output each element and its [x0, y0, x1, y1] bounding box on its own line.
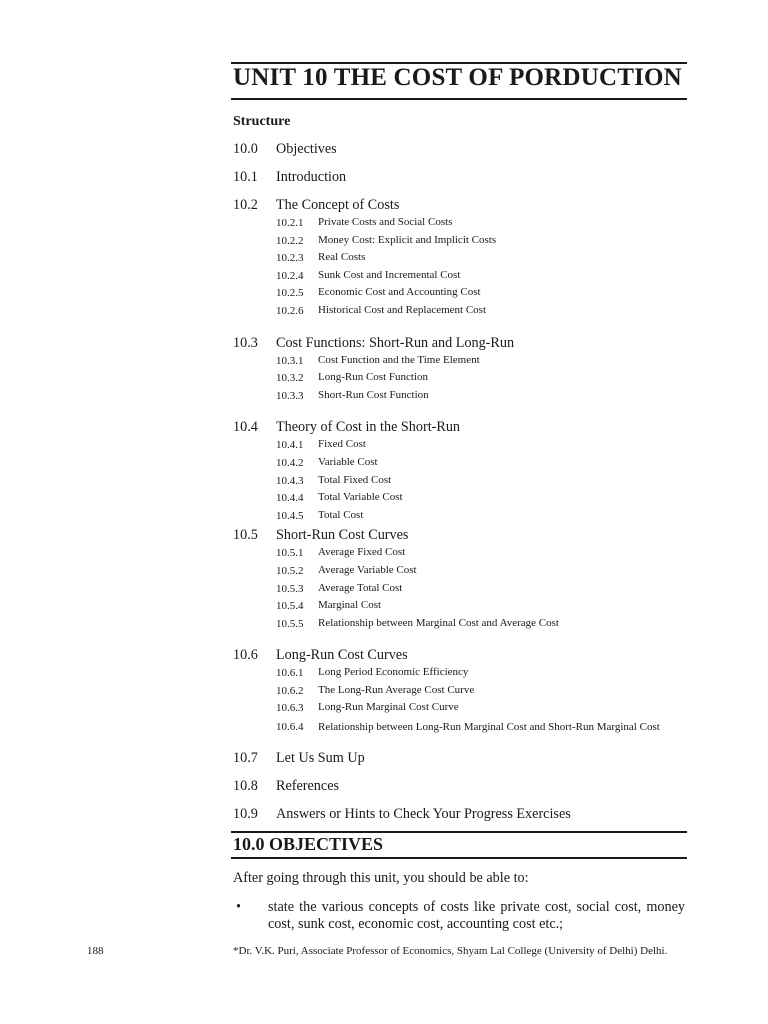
- toc-section-number: 10.0: [233, 141, 258, 157]
- toc-subsection-title: Relationship between Long-Run Marginal Cost and Short-Run Marginal Cost: [318, 721, 660, 734]
- toc-section-number: 10.2: [233, 197, 258, 213]
- objectives-heading: 10.0 OBJECTIVES: [233, 834, 384, 854]
- toc-section-title: Let Us Sum Up: [276, 750, 365, 767]
- toc-subsection-title: Long-Run Cost Function: [318, 371, 429, 384]
- toc-section: [233, 417, 693, 437]
- toc-subsection-number: 10.2.6: [276, 304, 304, 317]
- toc-subsection-number: 10.4.2: [276, 456, 304, 469]
- objective-bullet: [233, 899, 685, 933]
- toc-section-title: The Concept of Costs: [276, 197, 400, 213]
- toc-subsection: [233, 616, 693, 634]
- toc-section-number: 10.8: [233, 778, 258, 795]
- toc-subsection-number: 10.5.2: [276, 564, 304, 577]
- toc-subsection-title: Sunk Cost and Incremental Cost: [318, 268, 461, 281]
- toc-subsection-title: Total Fixed Cost: [318, 473, 392, 486]
- toc-subsection: [233, 581, 693, 599]
- toc-section: [233, 139, 693, 159]
- toc-subsection: [233, 563, 693, 581]
- toc-section: [233, 776, 693, 796]
- toc-subsection: [233, 303, 693, 321]
- toc-section-number: 10.6: [233, 647, 258, 664]
- toc-section-number: 10.4: [233, 419, 258, 436]
- toc-subsection-title: Variable Cost: [318, 455, 378, 468]
- toc-subsection-title: Cost Function and the Time Element: [318, 353, 480, 366]
- toc-subsection: [233, 718, 693, 736]
- toc-section-title: Long-Run Cost Curves: [276, 647, 408, 664]
- toc-subsection-number: 10.4.3: [276, 474, 304, 487]
- toc-subsection: [233, 545, 693, 563]
- toc-subsection: [233, 700, 693, 718]
- toc-subsection-title: Total Variable Cost: [318, 491, 403, 504]
- toc-section-title: Introduction: [276, 169, 347, 185]
- toc-subsection-number: 10.2.4: [276, 269, 304, 282]
- title-bottom-rule: [231, 98, 687, 100]
- toc-section-number: 10.7: [233, 750, 258, 767]
- toc-subsection-number: 10.3.2: [276, 372, 304, 385]
- toc-subsection-number: 10.2.3: [276, 252, 304, 265]
- toc-subsection-number: 10.5.1: [276, 547, 304, 560]
- toc-subsection-number: 10.3.1: [276, 354, 304, 367]
- toc-subsection-number: 10.2.2: [276, 234, 304, 247]
- toc-subsection-title: Marginal Cost: [318, 599, 382, 612]
- toc-subsection: [233, 665, 693, 683]
- toc-section-number: 10.5: [233, 527, 258, 544]
- structure-heading: Structure: [233, 114, 291, 129]
- toc-subsection: [233, 598, 693, 616]
- toc-section: [233, 748, 693, 768]
- toc-subsection-number: 10.4.5: [276, 509, 304, 522]
- toc-subsection-number: 10.6.4: [276, 721, 304, 734]
- toc-section: [233, 167, 693, 187]
- toc-subsection-title: The Long-Run Average Cost Curve: [318, 683, 475, 696]
- toc-subsection: [233, 215, 693, 233]
- bullet-icon: •: [236, 899, 241, 915]
- toc-subsection-title: Long Period Economic Efficiency: [318, 666, 469, 679]
- toc-subsection: [233, 473, 693, 491]
- toc-subsection-title: Historical Cost and Replacement Cost: [318, 303, 487, 316]
- toc-subsection-title: Private Costs and Social Costs: [318, 216, 453, 228]
- toc-subsection-title: Relationship between Marginal Cost and Average Cost: [318, 616, 559, 629]
- toc-subsection: [233, 683, 693, 701]
- toc-subsection: [233, 250, 693, 268]
- toc-subsection-number: 10.6.1: [276, 667, 304, 680]
- objectives-bottom-rule: [231, 857, 687, 859]
- page-number: 188: [87, 945, 104, 957]
- toc-section-number: 10.9: [233, 806, 258, 823]
- toc-subsection: [233, 370, 693, 388]
- toc-subsection-title: Average Fixed Cost: [318, 546, 406, 559]
- author-footnote: *Dr. V.K. Puri, Associate Professor of Economics, Shyam Lal College (University of Delhi) Delhi.: [233, 945, 668, 957]
- toc-section: [233, 804, 693, 824]
- toc-section-number: 10.1: [233, 169, 258, 185]
- toc-subsection-title: Long-Run Marginal Cost Curve: [318, 701, 459, 714]
- toc-subsection-number: 10.5.5: [276, 617, 304, 630]
- toc-section: [233, 333, 693, 353]
- toc-subsection: [233, 437, 693, 455]
- toc-section: [233, 645, 693, 665]
- toc-subsection: [233, 508, 693, 526]
- toc-subsection: [233, 388, 693, 406]
- toc-section-title: References: [276, 778, 340, 795]
- toc-section-title: Answers or Hints to Check Your Progress Exercises: [276, 806, 571, 823]
- toc-subsection-number: 10.4.1: [276, 439, 304, 452]
- toc-subsection-number: 10.2.1: [276, 217, 304, 229]
- toc-subsection-number: 10.2.5: [276, 287, 304, 300]
- toc-subsection-title: Total Cost: [318, 508, 364, 521]
- toc-subsection-number: 10.5.3: [276, 582, 304, 595]
- toc-subsection: [233, 285, 693, 303]
- table-of-contents: [233, 139, 693, 824]
- toc-subsection-number: 10.5.4: [276, 600, 304, 613]
- toc-subsection-title: Short-Run Cost Function: [318, 388, 429, 401]
- toc-subsection-title: Average Variable Cost: [318, 563, 417, 576]
- toc-section-title: Objectives: [276, 141, 337, 157]
- toc-subsection-title: Real Costs: [318, 251, 366, 264]
- toc-subsection-title: Fixed Cost: [318, 438, 366, 451]
- toc-subsection: [233, 268, 693, 286]
- toc-subsection-number: 10.6.3: [276, 702, 304, 715]
- toc-subsection-number: 10.4.4: [276, 492, 304, 505]
- toc-subsection-title: Money Cost: Explicit and Implicit Costs: [318, 233, 497, 246]
- toc-subsection: [233, 455, 693, 473]
- toc-section: [233, 195, 693, 215]
- toc-section-title: Theory of Cost in the Short-Run: [276, 419, 461, 436]
- objectives-intro: After going through this unit, you should be able to:: [233, 870, 529, 886]
- toc-subsection-title: Average Total Cost: [318, 581, 403, 594]
- toc-subsection-title: Economic Cost and Accounting Cost: [318, 286, 481, 299]
- toc-subsection: [233, 233, 693, 251]
- toc-subsection: [233, 353, 693, 371]
- toc-subsection: [233, 490, 693, 508]
- toc-section-title: Short-Run Cost Curves: [276, 527, 409, 544]
- objectives-top-rule: [231, 831, 687, 833]
- unit-title: UNIT 10 THE COST OF PORDUCTION: [233, 64, 682, 91]
- toc-subsection-number: 10.3.3: [276, 389, 304, 402]
- toc-section: [233, 525, 693, 545]
- objective-bullet-text: state the various concepts of costs like private cost, social cost, money cost, sunk cost, economic cost, accounting cost etc.;: [268, 899, 685, 932]
- toc-section-number: 10.3: [233, 334, 258, 351]
- toc-subsection-number: 10.6.2: [276, 684, 304, 697]
- toc-section-title: Cost Functions: Short-Run and Long-Run: [276, 334, 515, 351]
